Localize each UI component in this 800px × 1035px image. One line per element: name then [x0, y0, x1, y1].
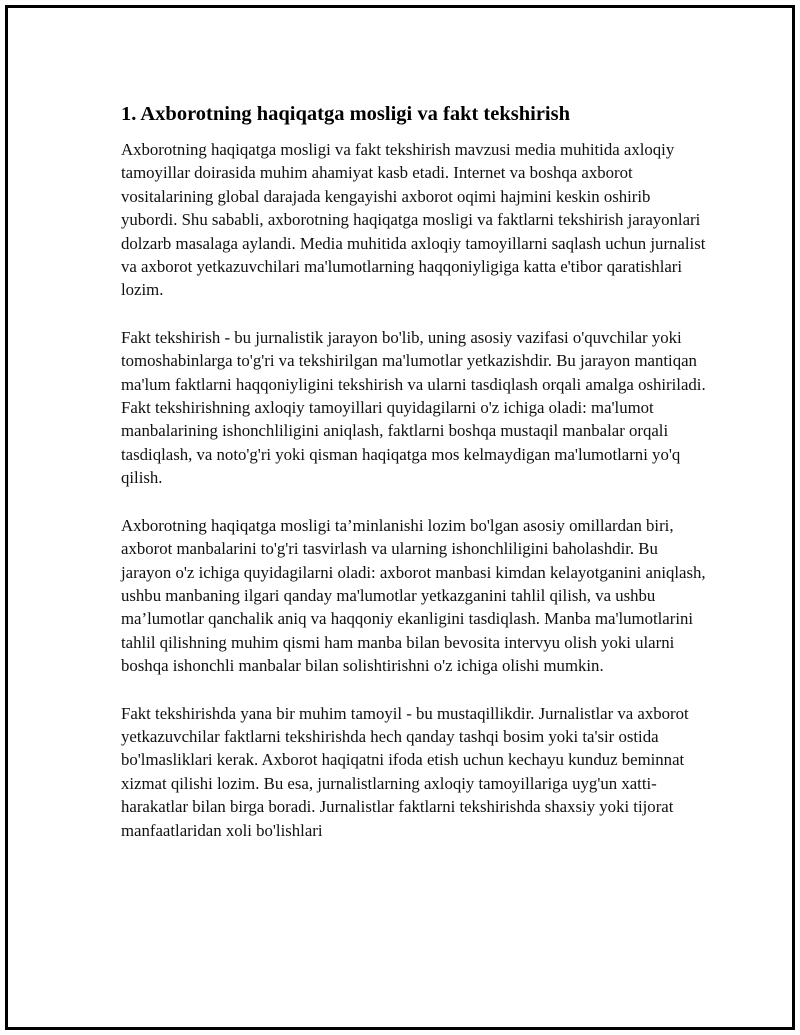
- paragraph-2: Fakt tekshirish - bu jurnalistik jarayon bo'lib, uning asosiy vazifasi o'quvchilar yoki tomoshabinlarga to'g'ri va tekshirilgan ma'lumotlar yetkazishdir. Bu jarayon mantiqan ma'lum faktlarni haqqoniyligini tekshirish va ularni tasdiqlash orqali amalga oshiriladi. Fakt tekshirishning axloqiy tamoyillari quyidagilarni o'z ichiga oladi: ma'lumot manbalarining ishonchliligini aniqlash, faktlarni boshqa mustaqil manbalar orqali tasdiqlash, va noto'g'ri yoki qisman haqiqatga mos kelmaydigan ma'lumotlarni yo'q qilish.: [121, 327, 706, 488]
- paragraph-3: Axborotning haqiqatga mosligi ta’minlanishi lozim bo'lgan asosiy omillardan biri, axborot manbalarini to'g'ri tasvirlash va ularning ishonchliligini baholashdir. Bu jarayon o'z ichiga quyidagilarni oladi: axborot manbasi kimdan kelayotganini aniqlash, ushbu manbaning ilgari qanday ma'lumotlar yetkazganini tahlil qilish, va ushbu ma’lumotlar qanchalik aniq va haqqoniy ekanligini tasdiqlash. Manba ma'lumotlarini tahlil qilishning muhim qismi ham manba bilan bevosita intervyu olish yoki ularni boshqa ishonchli manbalar bilan solishtirishni o'z ichiga olishi mumkin.: [121, 515, 706, 676]
- paragraph-1: Axborotning haqiqatga mosligi va fakt tekshirish mavzusi media muhitida axloqiy tamoyillar doirasida muhim ahamiyat kasb etadi. Internet va boshqa axborot vositalarining global darajada kengayishi axborot oqimi hajmini keskin oshirib yubordi. Shu sababli, axborotning haqiqatga mosligi va faktlarni tekshirish jarayonlari dolzarb masalaga aylandi. Media muhitida axloqiy tamoyillarni saqlash uchun jurnalist va axborot yetkazuvchilari ma'lumotlarning haqqoniyligiga katta e'tibor qaratishlari lozim.: [121, 140, 706, 300]
- document-body: [121, 100, 711, 866]
- page-frame: [5, 5, 795, 1030]
- section-heading: 1. Axborotning haqiqatga mosligi va fakt tekshirish: [121, 103, 570, 125]
- paragraph-4: Fakt tekshirishda yana bir muhim tamoyil - bu mustaqillikdir. Jurnalistlar va axborot yetkazuvchilar faktlarni tekshirishda hech qanday tashqi bosim yoki ta'sir ostida bo'lmasliklari kerak. Axborot haqiqatni ifoda etish uchun kechayu kunduz beminnat xizmat qilishi lozim. Bu esa, jurnalistlarning axloqiy tamoyillariga uyg'un xatti-harakatlar bilan birga boradi. Jurnalistlar faktlarni tekshirishda shaxsiy yoki tijorat manfaatlaridan xoli bo'lishlari: [121, 703, 689, 840]
